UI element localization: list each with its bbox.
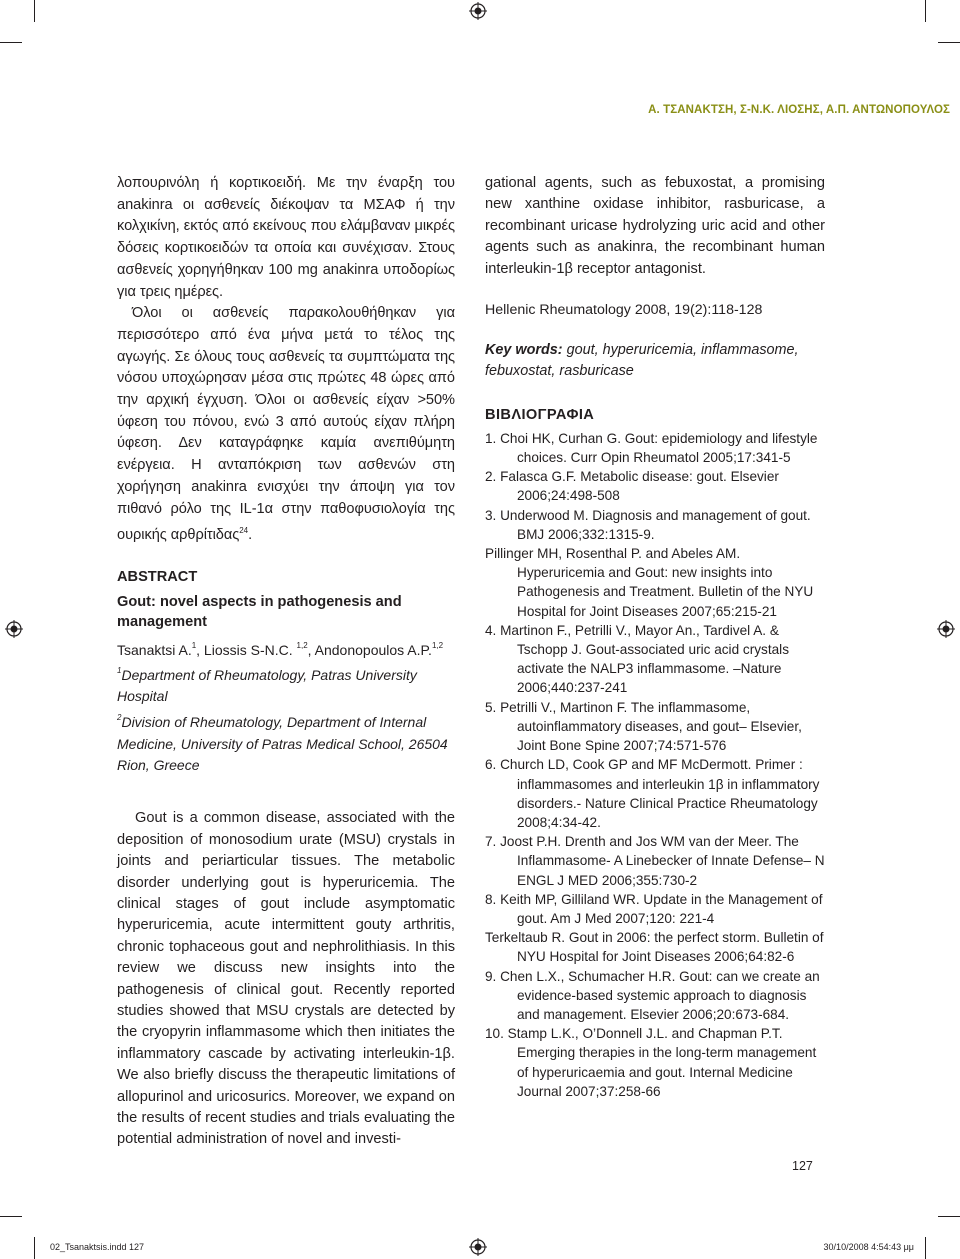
abstract-continuation: gational agents, such as febuxostat, a promising new xanthine oxidase inhibitor, rasburicase, a recombinant uricase hydrolyzing uric acid and other agents such as anakinra, the recombinant human interleukin-1β receptor antagonist.: [485, 175, 825, 277]
reference-item: 1. Choi HK, Curhan G. Gout: epidemiology and lifestyle choices. Curr Opin Rheumatol 2005;17:341-5: [485, 430, 818, 466]
greek-text: [117, 173, 455, 547]
running-head: Α. ΤΣΑΝΑΚΤΣΗ, Σ-Ν.Κ. ΛΙΟΣΗΣ, Α.Π. ΑΝΤΩΝΟΠΟΥΛΟΣ: [648, 104, 950, 116]
reference-item: 4. Martinon F., Petrilli V., Mayor An., Tardivel A. & Tschopp J. Gout-associated uric acid crystals activate the NALP3 inflammasome. –Nature 2006;440:237-241: [485, 622, 789, 696]
print-slug-timestamp: 30/10/2008 4:54:43 μμ: [823, 1242, 914, 1252]
journal-citation: Hellenic Rheumatology 2008, 19(2):118-128: [485, 302, 763, 319]
affiliation-number: 2: [117, 713, 122, 723]
reference-list: [485, 429, 825, 1101]
affiliation-2: [117, 707, 455, 776]
affiliation-1: [117, 660, 455, 708]
crop-mark: [0, 42, 22, 43]
crop-mark: [938, 1216, 960, 1217]
author-affiliation-sup: 1: [191, 640, 197, 650]
affiliation-number: 1: [117, 665, 122, 675]
affiliation-text: Division of Rheumatology, Department of Internal Medicine, University of Patras Medical School, 26504 Rion, Greece: [117, 714, 448, 773]
crop-mark: [34, 0, 35, 22]
author-name: , Liossis S-N.C.: [196, 641, 297, 658]
greek-paragraph-1: λοπουρινόλη ή κορτικοειδή. Με την έναρξη του anakinra οι ασθενείς διέκοψαν τα ΜΣΑΦ ή την κολχικίνη, εκτός από εκείνους που ελάμβαναν μικρές δόσεις κορτικοειδών τα οποία και συνέχισαν. Στους ασθενείς χορηγήθηκαν 100 mg anakinra υποδορίως για τρεις ημέρες.: [117, 175, 455, 300]
abstract-body: Gout is a common disease, associated with the deposition of monosodium urate (MSU) crystals in joints and periarticular tissues. The metabolic disorder underlying gout is hyperuricemia. The clinical stages of gout include asymptomatic hyperuricemia, acute intermittent gouty arthritis, chronic tophaceous gout and nephrolithiasis. In this review we discuss new insights into the pathogenesis of clinical gout. Recently reported studies showed that MSU crystals are detected by the cryopyrin inflammasome which then initiates the inflammatory cascade by activating interleukin-1β. We also briefly discuss the therapeutic limitations of allopurinol and uricosurics. Moreover, we expand on the results of recent studies and trials evaluating the potential administration of novel and investi-: [117, 810, 455, 1148]
reference-item: Terkeltaub R. Gout in 2006: the perfect storm. Bulletin of NYU Hospital for Joint Diseases 2006;64:82-6: [485, 930, 824, 965]
crop-mark: [0, 1216, 22, 1217]
affiliation-text: Department of Rheumatology, Patras University Hospital: [117, 666, 417, 705]
crop-mark: [925, 0, 926, 22]
references-heading: ΒΙΒΛΙΟΓΡΑΦΙΑ: [485, 406, 595, 423]
keywords: [485, 340, 825, 383]
registration-mark-icon: [469, 2, 487, 20]
registration-mark-icon: [469, 1238, 487, 1256]
reference-item: 2. Falasca G.F. Metabolic disease: gout. Elsevier 2006;24:498-508: [485, 469, 779, 504]
reference-item: 7. Joost P.H. Drenth and Jos WM van der Meer. The Inflammasome- A Linebecker of Innate Defense– N ENGL J MED 2006;355:730-2: [485, 834, 825, 888]
author-list: [117, 636, 455, 660]
greek-paragraph-2-end: .: [248, 527, 253, 544]
print-slug-file: 02_Tsanaktsis.indd 127: [50, 1242, 145, 1252]
reference-item: 8. Keith MP, Gilliland WR. Update in the Management of gout. Am J Med 2007;120: 221-4: [485, 891, 823, 926]
greek-paragraph-2-text: Όλοι οι ασθενείς παρακολουθήθηκαν για περισσότερο από ένα μήνα μετά το τέλος της αγωγής. Σε όλους τους ασθενείς τα συμπτώματα της νόσου υποχώρησαν μέσα στις πρώτες 48 ώρες από την αρχική έγχυση. Όλοι οι ασθενείς είχαν >50% ύφεση του πόνου, ενώ 3 από αυτούς είχαν πλήρη ύφεση. Δεν καταγράφηκε καμία ανεπιθύμητη ενέργεια. Η ανταπόκριση των ασθενών στη χορήγηση anakinra ενισχύει την άποψη για τον πιθανό ρόλο της IL-1α στην παθοφυσιολογία της ουρικής αρθρίτιδας: [117, 305, 455, 544]
right-column: [485, 173, 825, 1101]
keywords-text: gout, hyperuricemia, inflammasome, febuxostat, rasburicase: [485, 342, 799, 380]
left-column: [117, 173, 455, 1165]
crop-mark: [34, 1237, 35, 1259]
reference-item: 9. Chen L.X., Schumacher H.R. Gout: can we create an evidence-based systemic approach to diagnosis and management. Elsevier 2006;20:673-684.: [485, 968, 820, 1022]
page-number: 127: [792, 1159, 813, 1173]
abstract-title: Gout: novel aspects in pathogenesis and management: [117, 593, 402, 630]
crop-mark: [938, 42, 960, 43]
crop-mark: [925, 1237, 926, 1259]
author-affiliation-sup: 1,2: [296, 640, 308, 650]
author-affiliation-sup: 1,2: [431, 640, 444, 650]
registration-mark-icon: [937, 620, 955, 638]
reference-item: 6. Church LD, Cook GP and MF McDermott. Primer : inflammasomes and interleukin 1β in inflammatory disorders.- Nature Clinical Practice Rheumatology 2008;4:34-42.: [485, 757, 820, 830]
reference-item: 5. Petrilli V., Martinon F. The inflammasome, autoinflammatory diseases, and gout– Elsevier, Joint Bone Spine 2007;74:571-576: [485, 699, 802, 754]
greek-paragraph-2: [117, 303, 455, 547]
citation-ref: 24: [239, 526, 249, 536]
reference-item: Pillinger MH, Rosenthal P. and Abeles AM. Hyperuricemia and Gout: new insights into Pathogenesis and Treatment. Bulletin of the NYU Hospital for Joint Diseases 2007;65:215-21: [485, 546, 814, 619]
reference-item: 3. Underwood M. Diagnosis and management of gout. BMJ 2006;332:1315-9.: [485, 507, 811, 542]
reference-item: 10. Stamp L.K., O’Donnell J.L. and Chapman P.T. Emerging therapies in the long-term management of hyperuricaemia and gout. Internal Medicine Journal 2007;37:258-66: [485, 1026, 817, 1099]
registration-mark-icon: [5, 620, 23, 638]
abstract-heading: ABSTRACT: [117, 568, 198, 585]
keywords-label: Key words:: [485, 342, 563, 359]
author-name: Tsanaktsi A.: [117, 641, 192, 658]
author-name: , Andonopoulos A.P.: [307, 641, 432, 658]
